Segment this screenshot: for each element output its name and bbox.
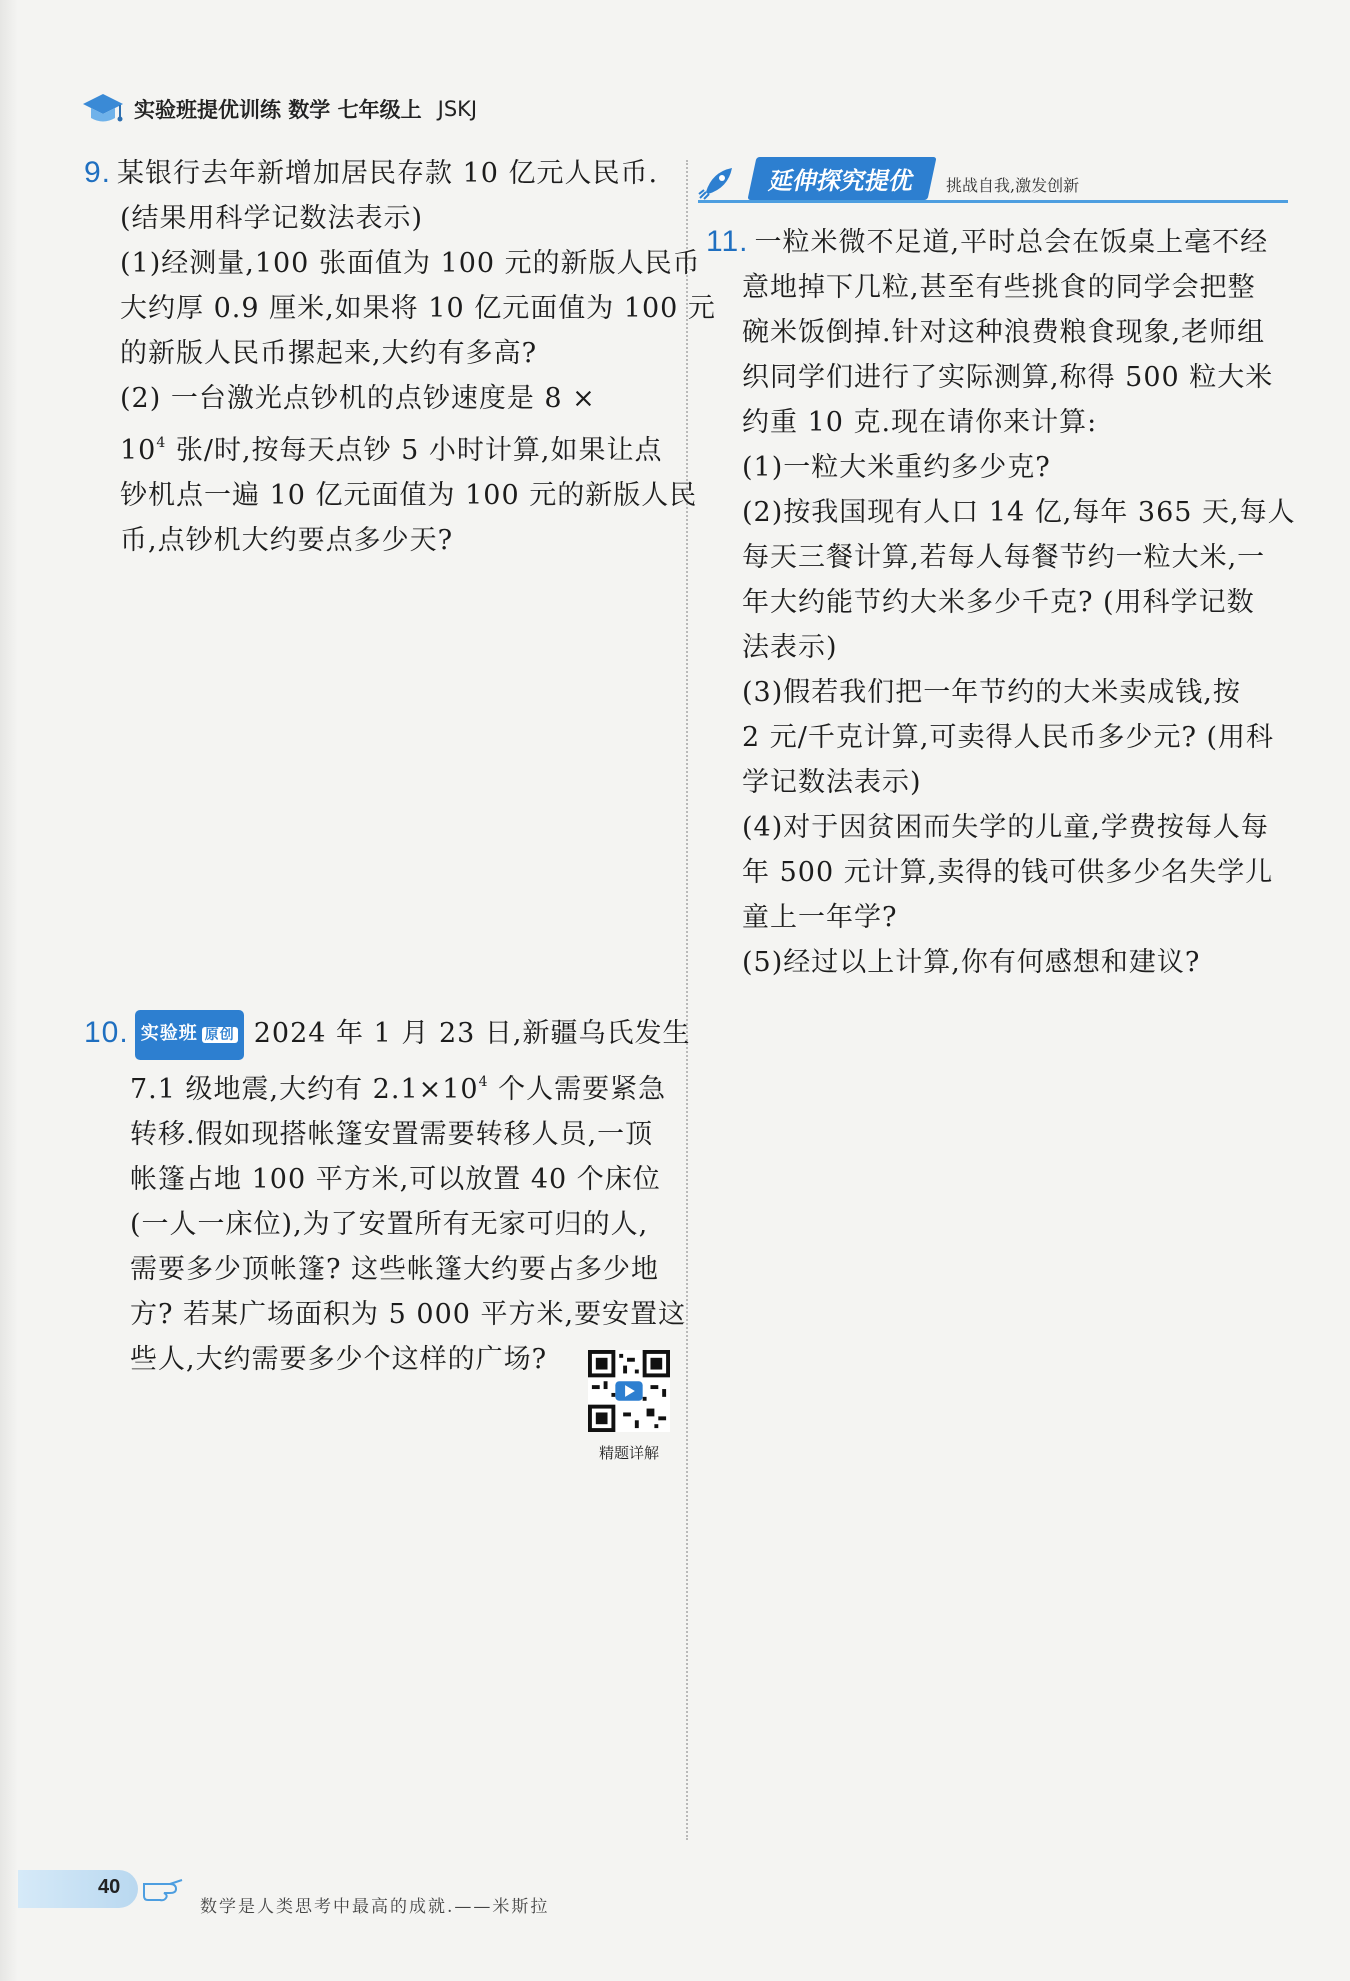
section-subtitle: 挑战自我,激发创新	[946, 176, 1080, 195]
q9-line: 大约厚 0.9 厘米,如果将 10 亿元面值为 100 元	[120, 293, 716, 324]
q9-line: (1)经测量,100 张面值为 100 元的新版人民币	[120, 248, 701, 279]
q11-line: 2 元/千克计算,可卖得人民币多少元? (用科	[742, 722, 1275, 753]
column-divider	[686, 160, 688, 1840]
q9-line: (2) 一台激光点钞机的点钞速度是 8 ×	[120, 383, 596, 414]
page-number: 40	[98, 1876, 121, 1898]
header-title: 实验班提优训练 数学 七年级上	[134, 98, 422, 122]
q9-line: 币,点钞机大约要点多少天?	[120, 525, 454, 556]
q10-line: 些人,大约需要多少个这样的广场?	[130, 1344, 548, 1375]
q11-line: 年大约能节约大米多少千克? (用科学记数	[742, 587, 1255, 618]
q11-line: (4)对于因贫困而失学的儿童,学费按每人每	[742, 812, 1269, 843]
qr-code-icon[interactable]	[588, 1350, 670, 1432]
q10-line: 2024 年 1 月 23 日,新疆乌氏发生	[253, 1018, 691, 1049]
q11-line: (1)一粒大米重约多少克?	[742, 452, 1051, 483]
right-column	[706, 160, 1296, 985]
page-footer	[0, 1870, 1350, 1930]
graduation-cap-icon	[82, 92, 124, 126]
q9-line: 张/时,按每天点钞 5 小时计算,如果让点	[175, 435, 663, 466]
q9-power-base: 10	[120, 435, 157, 466]
q10-line: 方? 若某广场面积为 5 000 平方米,要安置这	[130, 1299, 687, 1330]
q11-line: 一粒米微不足道,平时总会在饭桌上毫不经	[754, 227, 1269, 258]
section-banner	[698, 160, 1288, 203]
q11-line: 织同学们进行了实际测算,称得 500 粒大米	[742, 362, 1274, 393]
question-11	[706, 219, 1296, 985]
question-number: 9.	[84, 156, 112, 189]
qr-code-block[interactable]	[584, 1350, 674, 1463]
original-badge	[135, 1010, 244, 1060]
badge-label: 实验班	[140, 1023, 198, 1044]
q10-line: 个人需要紧急	[488, 1074, 667, 1105]
question-number: 11.	[706, 225, 749, 258]
q10-power-exponent: 4	[478, 1074, 489, 1090]
q11-line: (2)按我国现有人口 14 亿,每年 365 天,每人	[742, 497, 1296, 528]
q11-line: 意地掉下几粒,甚至有些挑食的同学会把整	[742, 272, 1256, 303]
q11-line: 童上一年学?	[742, 902, 898, 933]
section-title: 延伸探究提优	[747, 157, 936, 200]
page-edge-shadow	[0, 0, 18, 1981]
q9-line: (结果用科学记数法表示)	[120, 203, 424, 234]
q11-line: 约重 10 克.现在请你来计算:	[742, 407, 1098, 438]
q11-line: 法表示)	[742, 632, 838, 663]
q9-line: 钞机点一遍 10 亿元面值为 100 元的新版人民	[120, 480, 698, 511]
q11-line: 碗米饭倒掉.针对这种浪费粮食现象,老师组	[742, 317, 1266, 348]
qr-label: 精题详解	[598, 1444, 659, 1462]
q11-line: 年 500 元计算,卖得的钱可供多少名失学儿	[742, 857, 1274, 888]
q10-line: 转移.假如现搭帐篷安置需要转移人员,一顶	[130, 1119, 654, 1150]
q11-line: (5)经过以上计算,你有何感想和建议?	[742, 947, 1201, 978]
q10-line: 需要多少顶帐篷? 这些帐篷大约要占多少地	[130, 1254, 660, 1285]
badge-sub-label: 原创	[202, 1027, 238, 1043]
q9-power-exponent: 4	[156, 435, 167, 451]
header-code: JSKJ	[437, 97, 478, 121]
rocket-icon	[698, 164, 738, 200]
q9-line: 的新版人民币摞起来,大约有多高?	[120, 338, 538, 369]
q9-line: 某银行去年新增加居民存款 10 亿元人民币.	[117, 158, 659, 189]
page-header	[82, 92, 477, 126]
q11-line: 每天三餐计算,若每人每餐节约一粒大米,一	[742, 542, 1266, 573]
pointing-hand-icon	[140, 1870, 188, 1910]
q10-line: 帐篷占地 100 平方米,可以放置 40 个床位	[130, 1164, 661, 1195]
q11-line: 学记数法表示)	[742, 767, 922, 798]
question-number: 10.	[84, 1016, 129, 1049]
q11-line: (3)假若我们把一年节约的大米卖成钱,按	[742, 677, 1241, 708]
q10-line: 7.1 级地震,大约有 2.1×10	[130, 1074, 479, 1105]
footer-quote: 数学是人类思考中最高的成就.——米斯拉	[200, 1897, 550, 1917]
question-10	[84, 1010, 691, 1382]
question-9	[84, 150, 716, 563]
q10-line: (一人一床位),为了安置所有无家可归的人,	[130, 1209, 649, 1240]
